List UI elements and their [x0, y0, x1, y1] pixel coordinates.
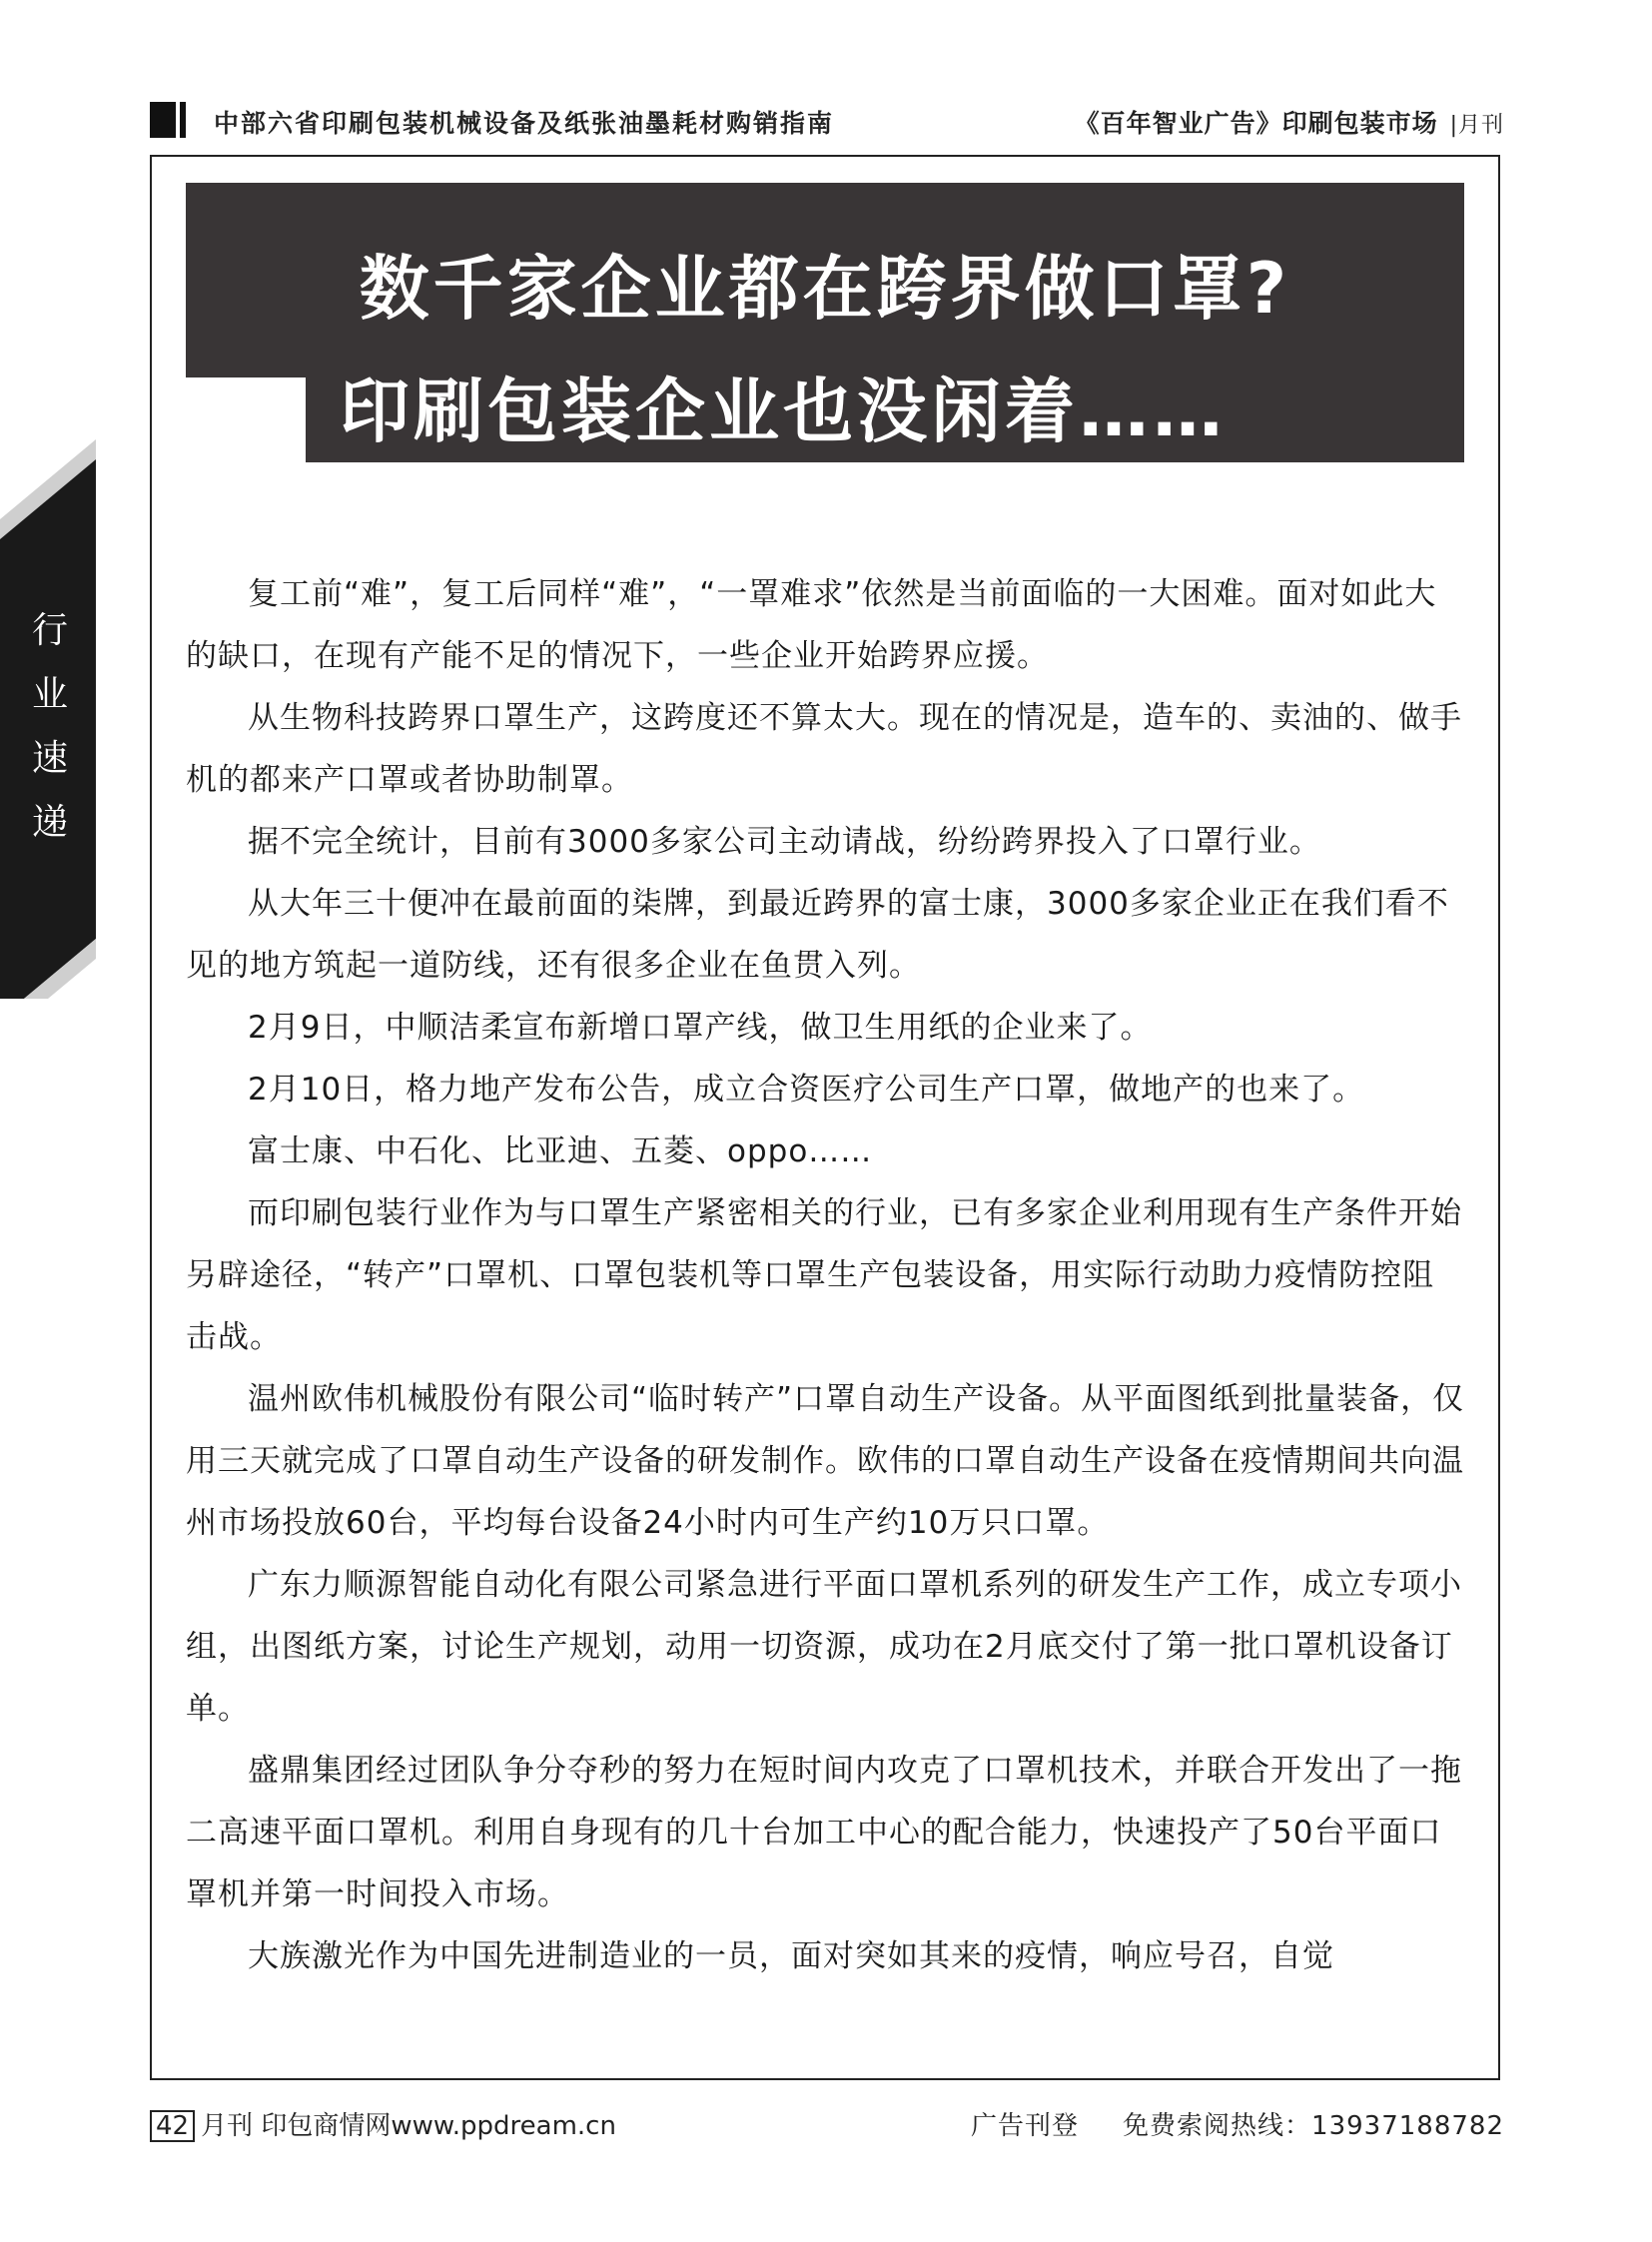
ad-label: 广告刊登 [971, 2111, 1080, 2141]
paragraph: 据不完全统计，目前有3000多家公司主动请战，纷纷跨界投入了口罩行业。 [248, 824, 1321, 860]
paragraph: 而印刷包装行业作为与口罩生产紧密相关的行业，已有多家企业利用现有生产条件开始另辟途径，“转产”口罩机、口罩包装机等口罩生产包装设备，用实际行动助力疫情防控阻击战。 [186, 1195, 1462, 1355]
magazine-name: 《百年智业广告》印刷包装市场 [1074, 109, 1438, 138]
paragraph: 广东力顺源智能自动化有限公司紧急进行平面口罩机系列的研发生产工作，成立专项小组，出图纸方案，讨论生产规划，动用一切资源，成功在2月底交付了第一批口罩机设备订单。 [186, 1567, 1462, 1727]
paragraph: 从生物科技跨界口罩生产，这跨度还不算太大。现在的情况是，造车的、卖油的、做手机的都来产口罩或者协助制罩。 [186, 700, 1462, 798]
article-body [186, 563, 1466, 1987]
side-char: 速 [31, 738, 68, 779]
header-right-title [1075, 104, 1504, 140]
article-title-line1: 数千家企业都在跨界做口罩? [359, 248, 1291, 330]
side-char: 递 [31, 802, 68, 843]
title-notch [186, 377, 306, 474]
paragraph: 2月10日，格力地产发布公告，成立合资医疗公司生产口罩，做地产的也来了。 [248, 1072, 1365, 1108]
article-title-line2: 印刷包装企业也没闲着…… [340, 371, 1227, 452]
side-char: 行 [31, 610, 68, 651]
page-number: 42 [150, 2110, 195, 2142]
paragraph: 温州欧伟机械股份有限公司“临时转产”口罩自动生产设备。从平面图纸到批量装备，仅用三天就完成了口罩自动生产设备的研发制作。欧伟的口罩自动生产设备在疫情期间共向温州市场投放60台，平均每台设备24小时内可生产约10万只口罩。 [186, 1381, 1465, 1541]
issue-type: |月刊 [1449, 113, 1504, 138]
paragraph: 从大年三十便冲在最前面的柒牌，到最近跨界的富士康，3000多家企业正在我们看不见的地方筑起一道防线，还有很多企业在鱼贯入列。 [186, 886, 1449, 984]
paragraph: 盛鼎集团经过团队争分夺秒的努力在短时间内攻克了口罩机技术，并联合开发出了一拖二高速平面口罩机。利用自身现有的几十台加工中心的配合能力，快速投产了50台平面口罩机并第一时间投入市场。 [186, 1753, 1462, 1912]
footer-left [150, 2105, 616, 2142]
footer-site: 月刊 印包商情网www.ppdream.cn [201, 2111, 616, 2141]
header-left-title: 中部六省印刷包装机械设备及纸张油墨耗材购销指南 [214, 109, 835, 138]
paragraph: 2月9日，中顺洁柔宣布新增口罩产线，做卫生用纸的企业来了。 [248, 1010, 1153, 1046]
footer-right [971, 2105, 1504, 2142]
header-bar-mark [150, 102, 176, 138]
paragraph: 大族激光作为中国先进制造业的一员，面对突如其来的疫情，响应号召，自觉 [248, 1938, 1334, 1974]
paragraph: 富士康、中石化、比亚迪、五菱、oppo…… [248, 1133, 873, 1169]
side-tab-label [30, 599, 70, 855]
side-char: 业 [31, 674, 68, 715]
hotline: 免费索阅热线：13937188782 [1123, 2111, 1504, 2141]
paragraph: 复工前“难”，复工后同样“难”，“一罩难求”依然是当前面临的一大困难。面对如此大的缺口，在现有产能不足的情况下，一些企业开始跨界应援。 [186, 576, 1437, 674]
